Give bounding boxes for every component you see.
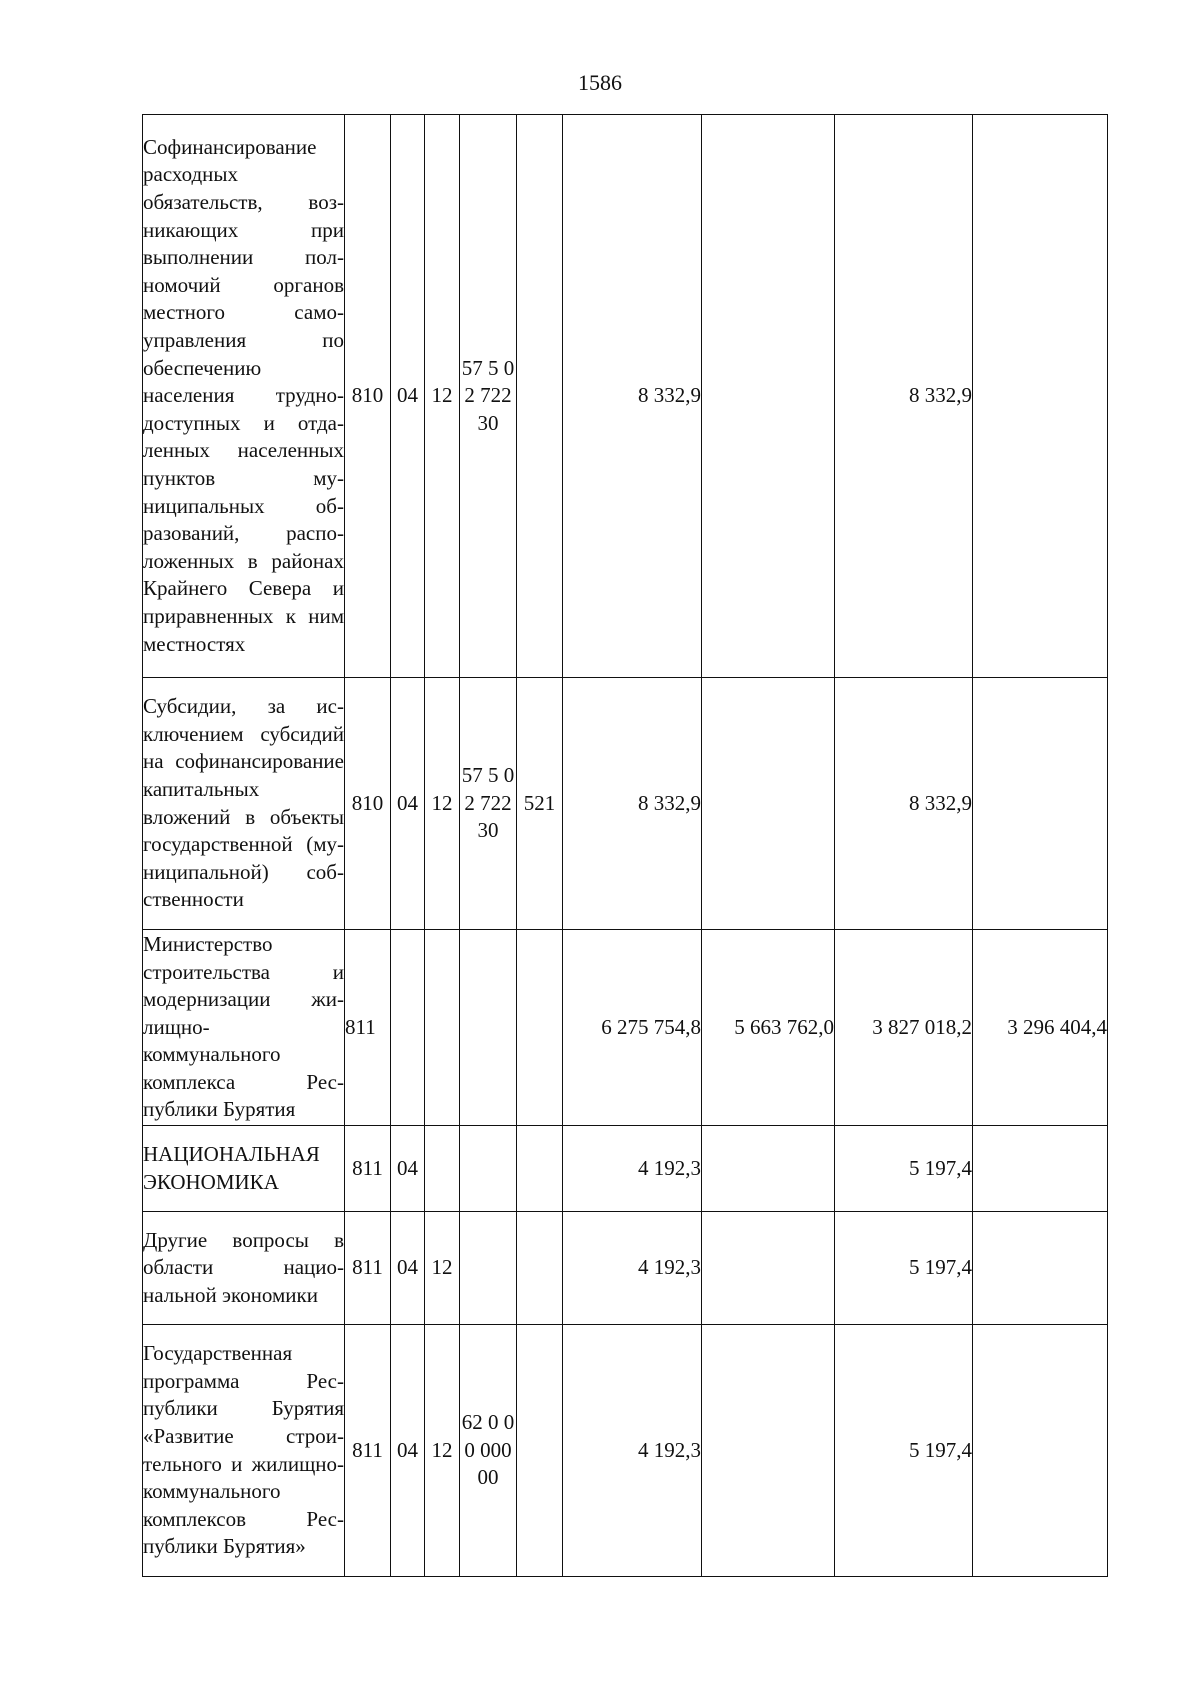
- amount-4: [973, 1126, 1108, 1212]
- amount-3: 5 197,4: [835, 1325, 973, 1577]
- grbs-code: 811: [345, 930, 391, 1126]
- amount-1: 4 192,3: [563, 1126, 702, 1212]
- section-code: 04: [391, 678, 425, 930]
- amount-4: [973, 115, 1108, 678]
- subsection-code: 12: [425, 115, 460, 678]
- table-row: [143, 115, 1108, 678]
- target-article-code: 57 5 02 72230: [460, 678, 517, 930]
- expense-type-code: [517, 1325, 563, 1577]
- row-name: Министерство строительства и модернизации жилищно-коммунального комплекса Республики Бурятия: [143, 930, 345, 1126]
- subsection-code: 12: [425, 678, 460, 930]
- amount-4: 3 296 404,4: [973, 930, 1108, 1126]
- amount-2: [702, 1325, 835, 1577]
- section-code: [391, 930, 425, 1126]
- expense-type-code: [517, 930, 563, 1126]
- table-row: [143, 1212, 1108, 1325]
- amount-4: [973, 1325, 1108, 1577]
- grbs-code: 810: [345, 678, 391, 930]
- section-code: 04: [391, 1325, 425, 1577]
- table-row: [143, 678, 1108, 930]
- section-code: 04: [391, 1212, 425, 1325]
- target-article-code: [460, 930, 517, 1126]
- target-article-code: 62 0 00 00000: [460, 1325, 517, 1577]
- amount-2: 5 663 762,0: [702, 930, 835, 1126]
- page-number: 1586: [578, 70, 622, 95]
- subsection-code: [425, 930, 460, 1126]
- amount-4: [973, 678, 1108, 930]
- amount-3: 8 332,9: [835, 115, 973, 678]
- amount-1: 4 192,3: [563, 1325, 702, 1577]
- amount-3: 5 197,4: [835, 1126, 973, 1212]
- subsection-code: [425, 1126, 460, 1212]
- expense-type-code: [517, 1126, 563, 1212]
- subsection-code: 12: [425, 1212, 460, 1325]
- amount-2: [702, 115, 835, 678]
- target-article-code: [460, 1126, 517, 1212]
- amount-1: 8 332,9: [563, 115, 702, 678]
- amount-1: 8 332,9: [563, 678, 702, 930]
- amount-1: 6 275 754,8: [563, 930, 702, 1126]
- grbs-code: 811: [345, 1126, 391, 1212]
- subsection-code: 12: [425, 1325, 460, 1577]
- grbs-code: 811: [345, 1325, 391, 1577]
- amount-4: [973, 1212, 1108, 1325]
- amount-2: [702, 1126, 835, 1212]
- section-code: 04: [391, 115, 425, 678]
- row-name: Государственная программа Республики Бурятия «Развитие строительного и жилищно-коммунального комплексов Республики Бурятия»: [143, 1325, 345, 1577]
- grbs-code: 810: [345, 115, 391, 678]
- row-name: НАЦИОНАЛЬНАЯ ЭКОНОМИКА: [143, 1126, 345, 1212]
- expense-type-code: [517, 115, 563, 678]
- target-article-code: 57 5 02 72230: [460, 115, 517, 678]
- amount-2: [702, 678, 835, 930]
- row-name: Софинансирование расходных обязательств, возникающих при выполнении полномочий органов местного самоуправления по обеспечению населения труднодоступных и отдаленных населенных пунктов муниципальных образований, расположенных в районах Крайнего Севера и приравненных к ним местностях: [143, 115, 345, 678]
- amount-2: [702, 1212, 835, 1325]
- row-name: Другие вопросы в области национальной экономики: [143, 1212, 345, 1325]
- target-article-code: [460, 1212, 517, 1325]
- expense-type-code: [517, 1212, 563, 1325]
- amount-3: 5 197,4: [835, 1212, 973, 1325]
- budget-table: [142, 114, 1108, 1577]
- amount-1: 4 192,3: [563, 1212, 702, 1325]
- grbs-code: 811: [345, 1212, 391, 1325]
- amount-3: 3 827 018,2: [835, 930, 973, 1126]
- table-row: [143, 1126, 1108, 1212]
- row-name: Субсидии, за исключением субсидий на софинансирование капитальных вложений в объекты государственной (муниципальной) собственности: [143, 678, 345, 930]
- expense-type-code: 521: [517, 678, 563, 930]
- table-row: [143, 930, 1108, 1126]
- section-code: 04: [391, 1126, 425, 1212]
- table-row: [143, 1325, 1108, 1577]
- amount-3: 8 332,9: [835, 678, 973, 930]
